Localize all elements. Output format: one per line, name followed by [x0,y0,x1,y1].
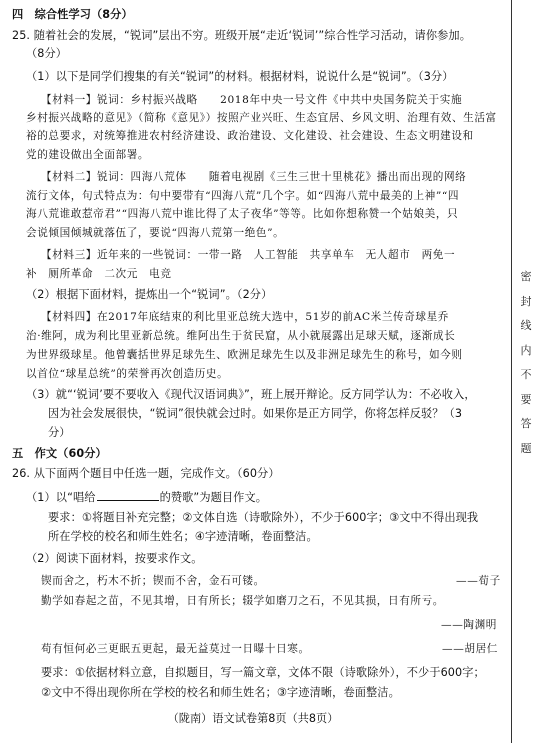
quote-3-author: ——胡居仁 [442,643,498,655]
q25-3-line-3: 分） [48,426,71,439]
material-4-line-4: 以首位“球星总统”的荣誉再次创造历史。 [26,368,229,380]
material-1-line-4: 党的建设做出全面部署。 [26,149,150,161]
material-3-line-2: 补 厕所革命 二次元 电竞 [26,268,172,280]
q25-stem-line-2: （8分） [26,47,68,60]
requirement-2-line-1: 要求：①依据材料立意，自拟题目，写一篇文章，文体不限（诗歌除外），不少于600字； [41,666,485,679]
quote-2-author: ——陶渊明 [441,619,497,631]
q25-3-line-2: 因为社会发展很快，“锐词”很快就会过时。如果你是正方同学，你将怎样反驳？（3 [48,407,463,420]
section-5-title: 五 作文（60分） [12,447,107,460]
seal-char: 答 [520,417,532,430]
requirement-1-line-2: 所在学校的校名和师生姓名；④字迹清晰，卷面整洁。 [48,530,318,543]
q26-1-prefix: （1）以“唱给 [26,491,96,504]
q26-1-suffix: 的赞歌”为题目作文。 [159,491,268,504]
material-2-line-1: 【材料二】锐词：四海八荒体 随着电视剧《三生三世十里桃花》播出而出现的网络 [41,171,467,183]
q25-1-prompt: （1）以下是同学们搜集的有关“锐词”的材料。根据材料，说说什么是“锐词”。（3分） [26,70,454,83]
material-2-line-3: 海八荒谁敢惹帝君”“四海八荒中谁比得了太子夜华”等等。比如你想称赞一个姑娘美，只 [26,208,459,220]
seal-char: 不 [520,368,532,381]
seal-line [511,0,512,743]
q26-2-prompt: （2）阅读下面材料，按要求作文。 [26,552,203,565]
quote-3: 苟有恒何必三更眠五更起，最无益莫过一日曝十日寒。 [41,643,310,655]
quote-1: 锲而舍之，朽木不折；锲而不舍，金石可镂。 [41,575,265,587]
material-1-line-1: 【材料一】锐词：乡村振兴战略 2018年中央一号文件《中共中央国务院关于实施 [41,94,463,106]
material-4-line-3: 为世界级球星。他曾囊括世界足球先生、欧洲足球先生以及非洲足球先生的称号，如今则 [26,349,463,361]
seal-char: 线 [520,319,532,332]
section-4-title: 四 综合性学习（8分） [12,8,133,21]
seal-char: 密 [520,270,532,283]
material-1-line-3: 裕的总要求，对统筹推进农村经济建设、政治建设、文化建设、社会建设、生态文明建设和 [26,130,474,142]
material-4-line-1: 【材料四】在2017年底结束的利比里亚总统大选中，51岁的前AC米兰传奇球星乔 [41,311,449,323]
seal-char: 封 [520,294,532,308]
q26-stem: 26. 从下面两个题目中任选一题，完成作文。（60分） [12,467,280,480]
page-footer: （陇南）语文试卷第8页（共8页） [167,712,339,725]
quote-1-author: ——荀子 [456,575,501,587]
requirement-2-line-2: ②文中不得出现你所在学校的校名和师生姓名；③字迹清晰，卷面整洁。 [41,686,400,699]
title-blank-line [97,489,159,501]
material-4-line-2: 治·维阿，成为利比里亚新总统。维阿出生于贫民窟，从小就展露出足球天赋，逐渐成长 [26,330,456,342]
q25-2-prompt: （2）根据下面材料，提炼出一个“锐词”。（2分） [26,288,273,301]
requirement-1-line-1: 要求：①将题目补充完整；②文体自选（诗歌除外），不少于600字；③文中不得出现我 [48,511,479,524]
material-1-line-2: 乡村振兴战略的意见》（简称《意见》）按照产业兴旺、生态宜居、乡风文明、治理有效、生活富 [26,112,497,124]
seal-char: 内 [520,343,532,357]
quote-2: 勤学如春起之苗，不见其增，日有所长；辍学如磨刀之石，不见其损，日有所亏。 [41,595,444,607]
material-3-line-1: 【材料三】近年来的一些锐词：一带一路 人工智能 共享单车 无人超市 两免一 [41,249,456,261]
seal-char: 题 [520,441,532,455]
seal-notice [519,270,533,466]
material-2-line-4: 会说倾国倾城就落伍了，要说“四海八荒第一绝色”。 [26,227,285,239]
q25-3-line-1: （3）就“‘锐词’要不要收入《现代汉语词典》”，班上展开辩论。反方同学认为：不必收入， [26,388,476,401]
material-2-line-2: 流行文体，句式特点为：句中要带有“四海八荒”几个字。如“四海八荒中最美的上神”“四 [26,190,460,202]
seal-char: 要 [520,392,532,406]
q25-stem-line-1: 25. 随着社会的发展，“锐词”层出不穷。班级开展“走近‘锐词’”综合性学习活动，请你参加。 [12,29,471,42]
q26-1-prompt [26,489,267,505]
